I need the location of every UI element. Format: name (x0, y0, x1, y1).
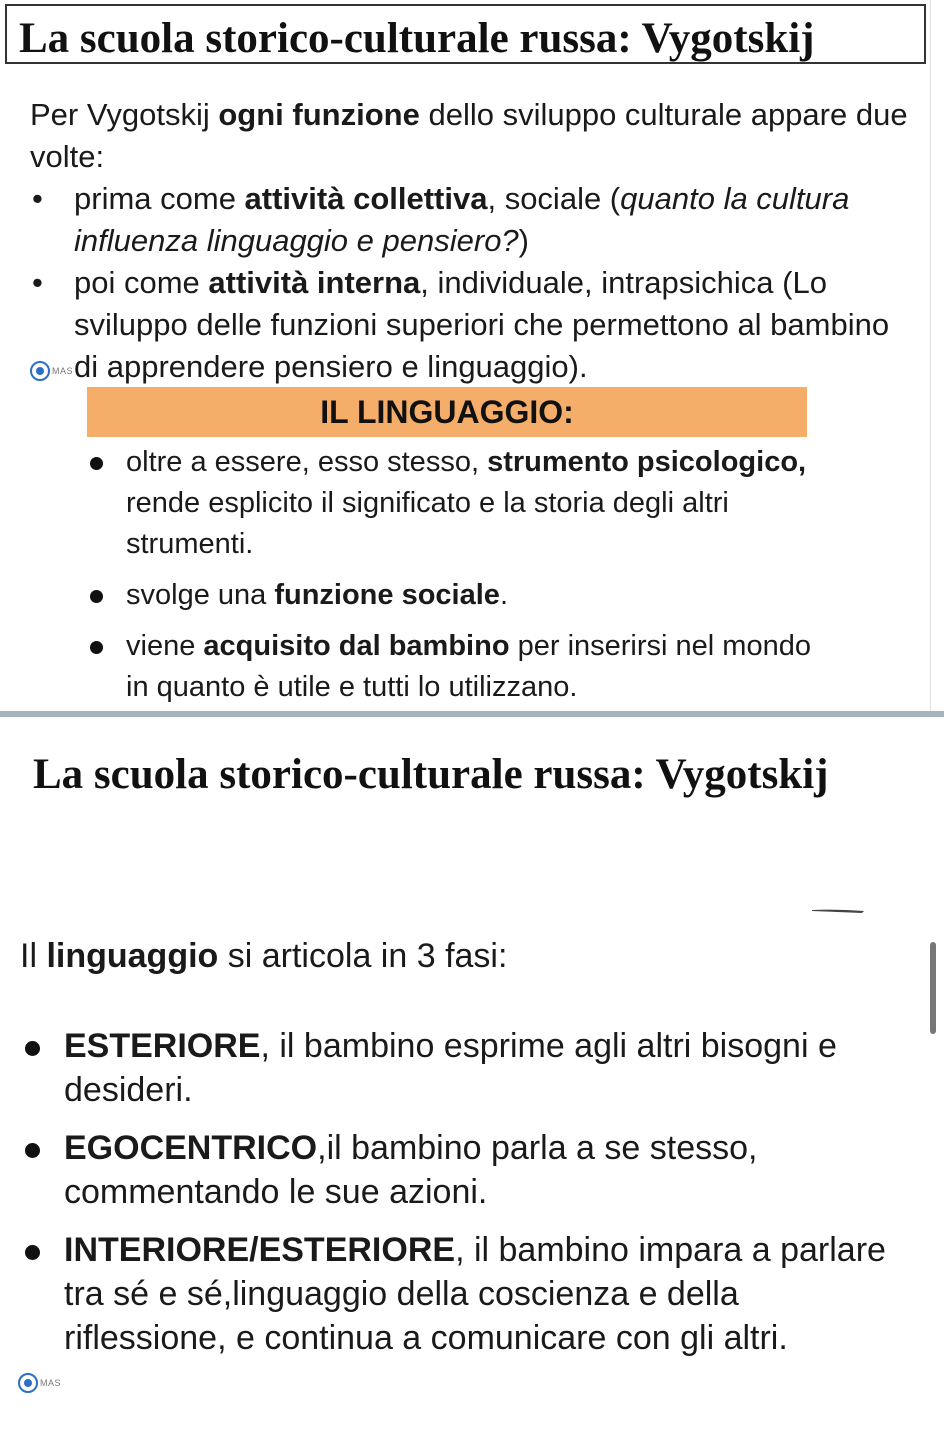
item-bold: acquisito dal bambino (203, 630, 510, 662)
phase-name: INTERIORE/ESTERIORE (64, 1231, 456, 1269)
circle-dot-logo-icon (18, 1373, 38, 1393)
intro2-text-end: si articola in 3 fasi: (218, 937, 508, 975)
linguaggio-item-sociale (88, 575, 828, 616)
bullet-italic: quanto la cultura influenza linguaggio e pensiero? (74, 181, 850, 258)
intro-text-end: dello sviluppo culturale appare due volte: (30, 97, 908, 174)
bullet-dot: • (32, 181, 43, 216)
linguaggio-item-strumento (88, 442, 828, 565)
slide-divider (0, 711, 944, 717)
slide-1-title: La scuola storico-culturale russa: Vygotskij (19, 15, 815, 62)
item-bold: funzione sociale (274, 579, 500, 611)
phase-interiore-esteriore (25, 1228, 905, 1360)
intro2-text: Il (20, 937, 47, 975)
watermark-label: MAS (40, 1378, 62, 1388)
phase-description: ,il bambino parla a se stesso, commentando le sue azioni. (64, 1129, 758, 1211)
watermark-label: MAS (52, 366, 74, 376)
intro-bullet-interna (30, 262, 910, 388)
vertical-scrollbar[interactable] (930, 942, 936, 1034)
item-text: . (499, 579, 508, 611)
linguaggio-list (88, 442, 828, 708)
item-bold: strumento psicologico, (487, 446, 807, 478)
intro-bullets (30, 178, 910, 388)
bullet-dot: • (32, 265, 43, 300)
phases-list (25, 1024, 905, 1360)
bullet-text: prima come (74, 181, 245, 216)
linguaggio-item-acquisito (88, 626, 828, 708)
phase-description: , il bambino esprime agli altri bisogni e desideri. (64, 1027, 837, 1109)
item-text: svolge una (126, 579, 275, 611)
phase-name: EGOCENTRICO (64, 1129, 318, 1167)
phase-egocentrico (25, 1126, 905, 1214)
item-text: viene (126, 630, 204, 662)
item-text: oltre a essere, esso stesso, (126, 446, 488, 478)
intro2-bold: linguaggio (46, 937, 219, 975)
circle-dot-logo-icon (30, 361, 50, 381)
intro-bullet-collettiva (30, 178, 910, 262)
phase-esteriore (25, 1024, 905, 1112)
linguaggio-banner-label: IL LINGUAGGIO: (320, 393, 574, 430)
pen-stroke-mark (812, 908, 864, 914)
item-text: rende esplicito il significato e la storia degli altri strumenti. (126, 487, 729, 560)
watermark-logo-2 (18, 1373, 61, 1393)
bullet-text: , sociale ( (487, 181, 621, 216)
linguaggio-banner (87, 387, 807, 437)
intro-text: Per Vygotskij (30, 97, 219, 132)
phase-name: ESTERIORE (64, 1027, 261, 1065)
bullet-bold: attività interna (208, 265, 421, 300)
slide-1-title-box (5, 4, 926, 64)
intro-bold: ogni funzione (218, 97, 420, 132)
phase-description: , il bambino impara a parlare tra sé e sé,linguaggio della coscienza e della riflessione, e continua a comunicare con gli altri. (64, 1231, 886, 1357)
bullet-text: , individuale, intrapsichica (Lo sviluppo delle funzioni superiori che permettono al bambino di apprendere pensiero e linguaggio). (74, 265, 890, 384)
bullet-text: ) (518, 223, 529, 258)
bullet-text: poi come (74, 265, 209, 300)
item-text: per inserirsi nel mondo in quanto è utile e tutti lo utilizzano. (126, 630, 811, 703)
slide-1-edge (930, 0, 931, 712)
slide-1-intro (30, 94, 910, 388)
bullet-bold: attività collettiva (244, 181, 488, 216)
intro-paragraph (30, 94, 910, 178)
slide-2-title: La scuola storico-culturale russa: Vygotskij (33, 751, 829, 798)
watermark-logo-1 (30, 361, 73, 381)
slide-2-intro (20, 934, 507, 978)
